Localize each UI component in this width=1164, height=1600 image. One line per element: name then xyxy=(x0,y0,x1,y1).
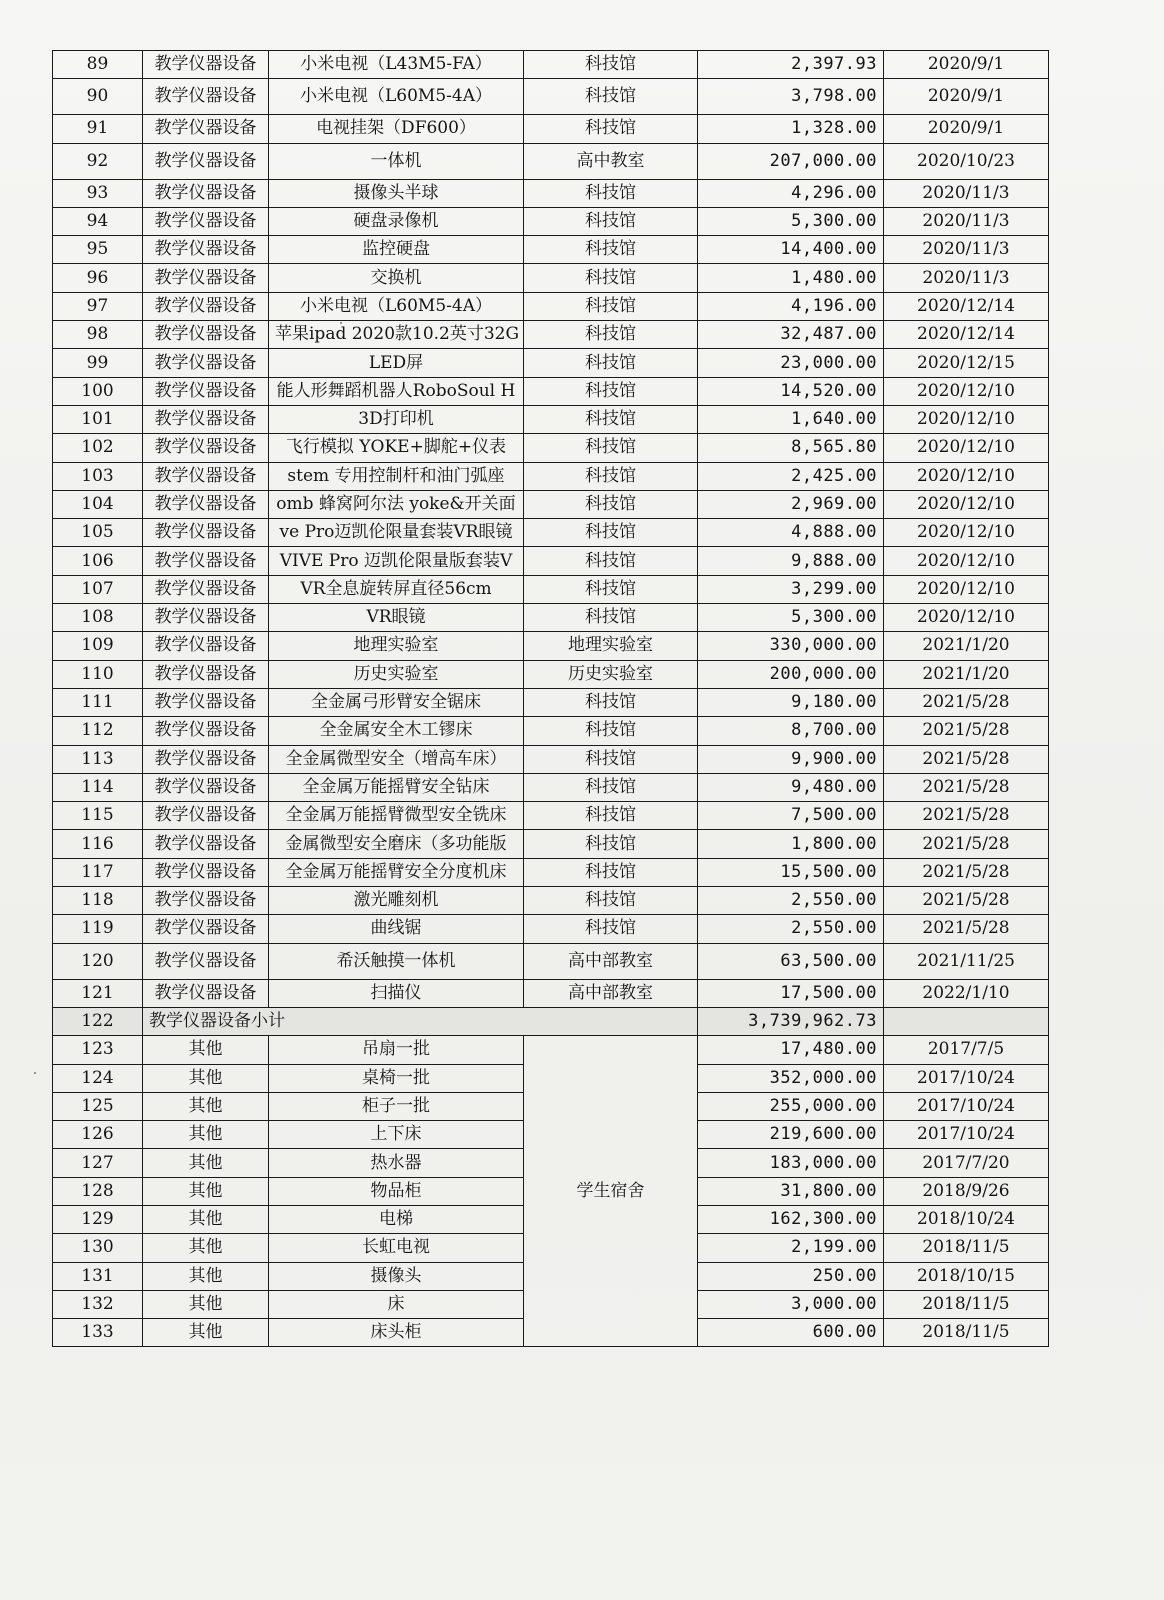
item-name-cell: LED屏 xyxy=(269,349,524,377)
item-name-cell: VIVE Pro 迈凯伦限量版套装V xyxy=(269,547,524,575)
date-cell: 2020/12/14 xyxy=(884,292,1049,320)
date-cell: 2020/12/10 xyxy=(884,462,1049,490)
date-cell: 2022/1/10 xyxy=(884,979,1049,1007)
table-row xyxy=(53,660,1049,688)
location-cell: 科技馆 xyxy=(524,519,698,547)
date-cell: 2017/7/5 xyxy=(884,1036,1049,1064)
row-number: 133 xyxy=(53,1319,143,1347)
date-cell: 2020/12/15 xyxy=(884,349,1049,377)
category-cell: 教学仪器设备 xyxy=(143,490,269,518)
category-cell: 教学仪器设备 xyxy=(143,264,269,292)
ledger-body xyxy=(53,51,1049,1347)
location-cell: 科技馆 xyxy=(524,887,698,915)
amount-cell: 31,800.00 xyxy=(698,1177,884,1205)
date-cell: 2021/1/20 xyxy=(884,632,1049,660)
date-cell: 2020/11/3 xyxy=(884,179,1049,207)
row-number: 117 xyxy=(53,858,143,886)
date-cell: 2017/7/20 xyxy=(884,1149,1049,1177)
amount-cell: 9,888.00 xyxy=(698,547,884,575)
amount-cell: 14,400.00 xyxy=(698,236,884,264)
location-cell: 历史实验室 xyxy=(524,660,698,688)
category-cell: 教学仪器设备 xyxy=(143,688,269,716)
location-cell: 科技馆 xyxy=(524,264,698,292)
amount-cell: 3,299.00 xyxy=(698,575,884,603)
category-cell: 教学仪器设备 xyxy=(143,547,269,575)
item-name-cell: VR眼镜 xyxy=(269,604,524,632)
date-cell: 2021/11/25 xyxy=(884,943,1049,979)
table-row xyxy=(53,321,1049,349)
location-cell: 科技馆 xyxy=(524,490,698,518)
item-name-cell: stem 专用控制杆和油门弧座 xyxy=(269,462,524,490)
category-cell: 教学仪器设备 xyxy=(143,604,269,632)
amount-cell: 330,000.00 xyxy=(698,632,884,660)
amount-cell: 2,199.00 xyxy=(698,1234,884,1262)
row-number: 97 xyxy=(53,292,143,320)
amount-cell: 5,300.00 xyxy=(698,604,884,632)
amount-cell: 23,000.00 xyxy=(698,349,884,377)
item-name-cell: 小米电视（L60M5-4A） xyxy=(269,292,524,320)
amount-cell: 5,300.00 xyxy=(698,207,884,235)
amount-cell: 4,888.00 xyxy=(698,519,884,547)
row-number: 99 xyxy=(53,349,143,377)
row-number: 103 xyxy=(53,462,143,490)
category-cell: 教学仪器设备 xyxy=(143,143,269,179)
table-row xyxy=(53,604,1049,632)
category-cell: 教学仪器设备 xyxy=(143,321,269,349)
location-cell: 科技馆 xyxy=(524,773,698,801)
date-cell: 2018/11/5 xyxy=(884,1234,1049,1262)
table-row xyxy=(53,632,1049,660)
item-name-cell: 历史实验室 xyxy=(269,660,524,688)
row-number: 105 xyxy=(53,519,143,547)
date-cell: 2020/12/10 xyxy=(884,490,1049,518)
category-cell: 教学仪器设备 xyxy=(143,660,269,688)
subtotal-label: 教学仪器设备小计 xyxy=(143,1007,698,1035)
item-name-cell: 全金属弓形臂安全锯床 xyxy=(269,688,524,716)
category-cell: 教学仪器设备 xyxy=(143,292,269,320)
category-cell: 教学仪器设备 xyxy=(143,887,269,915)
amount-cell: 14,520.00 xyxy=(698,377,884,405)
category-cell: 教学仪器设备 xyxy=(143,434,269,462)
row-number: 120 xyxy=(53,943,143,979)
item-name-cell: 曲线锯 xyxy=(269,915,524,943)
row-number: 98 xyxy=(53,321,143,349)
item-name-cell: 全金属万能摇臂安全分度机床 xyxy=(269,858,524,886)
item-name-cell: 电视挂架（DF600） xyxy=(269,115,524,143)
date-cell: 2020/11/3 xyxy=(884,207,1049,235)
date-cell: 2020/12/10 xyxy=(884,377,1049,405)
item-name-cell: 热水器 xyxy=(269,1149,524,1177)
date-cell: 2020/12/10 xyxy=(884,604,1049,632)
category-cell: 教学仪器设备 xyxy=(143,462,269,490)
row-number: 127 xyxy=(53,1149,143,1177)
item-name-cell: ve Pro迈凯伦限量套装VR眼镜 xyxy=(269,519,524,547)
table-row xyxy=(53,462,1049,490)
location-cell: 科技馆 xyxy=(524,802,698,830)
date-cell: 2020/9/1 xyxy=(884,79,1049,115)
merged-location-cell: 学生宿舍 xyxy=(524,1036,698,1347)
date-cell: 2021/5/28 xyxy=(884,688,1049,716)
location-cell: 地理实验室 xyxy=(524,632,698,660)
item-name-cell: 小米电视（L60M5-4A） xyxy=(269,79,524,115)
item-name-cell: 吊扇一批 xyxy=(269,1036,524,1064)
row-number: 106 xyxy=(53,547,143,575)
table-row xyxy=(53,802,1049,830)
row-number: 91 xyxy=(53,115,143,143)
table-row xyxy=(53,717,1049,745)
table-row xyxy=(53,547,1049,575)
category-cell: 教学仪器设备 xyxy=(143,717,269,745)
amount-cell: 4,296.00 xyxy=(698,179,884,207)
date-cell: 2018/10/15 xyxy=(884,1262,1049,1290)
table-row xyxy=(53,264,1049,292)
item-name-cell: 物品柜 xyxy=(269,1177,524,1205)
amount-cell: 8,565.80 xyxy=(698,434,884,462)
category-cell: 其他 xyxy=(143,1177,269,1205)
row-number: 107 xyxy=(53,575,143,603)
item-name-cell: 苹果ipad 2020款10.2英寸32G xyxy=(269,321,524,349)
date-cell: 2018/9/26 xyxy=(884,1177,1049,1205)
item-name-cell: omb 蜂窝阿尔法 yoke&开关面 xyxy=(269,490,524,518)
amount-cell: 219,600.00 xyxy=(698,1121,884,1149)
row-number: 123 xyxy=(53,1036,143,1064)
amount-cell: 32,487.00 xyxy=(698,321,884,349)
category-cell: 其他 xyxy=(143,1092,269,1120)
row-number: 95 xyxy=(53,236,143,264)
amount-cell: 207,000.00 xyxy=(698,143,884,179)
amount-cell: 255,000.00 xyxy=(698,1092,884,1120)
date-cell: 2021/5/28 xyxy=(884,773,1049,801)
item-name-cell: 摄像头 xyxy=(269,1262,524,1290)
location-cell: 科技馆 xyxy=(524,830,698,858)
location-cell: 科技馆 xyxy=(524,547,698,575)
table-row xyxy=(53,434,1049,462)
row-number: 113 xyxy=(53,745,143,773)
amount-cell: 162,300.00 xyxy=(698,1205,884,1233)
table-row xyxy=(53,51,1049,79)
item-name-cell: 地理实验室 xyxy=(269,632,524,660)
location-cell: 科技馆 xyxy=(524,179,698,207)
item-name-cell: 全金属万能摇臂微型安全铣床 xyxy=(269,802,524,830)
category-cell: 教学仪器设备 xyxy=(143,405,269,433)
item-name-cell: 长虹电视 xyxy=(269,1234,524,1262)
table-row xyxy=(53,887,1049,915)
table-row xyxy=(53,519,1049,547)
row-number: 101 xyxy=(53,405,143,433)
item-name-cell: 全金属微型安全（增高车床） xyxy=(269,745,524,773)
table-row xyxy=(53,143,1049,179)
date-cell: 2021/5/28 xyxy=(884,717,1049,745)
amount-cell: 2,550.00 xyxy=(698,915,884,943)
item-name-cell: 全金属万能摇臂安全钻床 xyxy=(269,773,524,801)
amount-cell: 1,640.00 xyxy=(698,405,884,433)
item-name-cell: 桌椅一批 xyxy=(269,1064,524,1092)
amount-cell: 3,000.00 xyxy=(698,1290,884,1318)
row-number: 111 xyxy=(53,688,143,716)
category-cell: 教学仪器设备 xyxy=(143,802,269,830)
location-cell: 科技馆 xyxy=(524,717,698,745)
row-number: 93 xyxy=(53,179,143,207)
row-number: 94 xyxy=(53,207,143,235)
category-cell: 其他 xyxy=(143,1149,269,1177)
item-name-cell: VR全息旋转屏直径56cm xyxy=(269,575,524,603)
amount-cell: 63,500.00 xyxy=(698,943,884,979)
date-cell: 2021/5/28 xyxy=(884,802,1049,830)
row-number: 119 xyxy=(53,915,143,943)
row-number: 109 xyxy=(53,632,143,660)
table-row xyxy=(53,830,1049,858)
row-number: 92 xyxy=(53,143,143,179)
amount-cell: 200,000.00 xyxy=(698,660,884,688)
date-cell: 2018/11/5 xyxy=(884,1290,1049,1318)
amount-cell: 1,800.00 xyxy=(698,830,884,858)
date-cell: 2020/12/10 xyxy=(884,434,1049,462)
location-cell: 科技馆 xyxy=(524,604,698,632)
item-name-cell: 交换机 xyxy=(269,264,524,292)
row-number: 112 xyxy=(53,717,143,745)
category-cell: 教学仪器设备 xyxy=(143,377,269,405)
category-cell: 其他 xyxy=(143,1234,269,1262)
date-cell: 2017/10/24 xyxy=(884,1092,1049,1120)
amount-cell: 2,425.00 xyxy=(698,462,884,490)
category-cell: 其他 xyxy=(143,1036,269,1064)
date-cell: 2020/12/10 xyxy=(884,575,1049,603)
table-row xyxy=(53,236,1049,264)
location-cell: 科技馆 xyxy=(524,434,698,462)
item-name-cell: 金属微型安全磨床（多功能版 xyxy=(269,830,524,858)
category-cell: 教学仪器设备 xyxy=(143,51,269,79)
amount-cell: 9,900.00 xyxy=(698,745,884,773)
row-number: 130 xyxy=(53,1234,143,1262)
location-cell: 科技馆 xyxy=(524,115,698,143)
row-number: 90 xyxy=(53,79,143,115)
amount-cell: 183,000.00 xyxy=(698,1149,884,1177)
date-cell: 2020/12/14 xyxy=(884,321,1049,349)
location-cell: 高中教室 xyxy=(524,143,698,179)
location-cell: 科技馆 xyxy=(524,236,698,264)
location-cell: 科技馆 xyxy=(524,207,698,235)
amount-cell: 2,969.00 xyxy=(698,490,884,518)
item-name-cell: 床 xyxy=(269,1290,524,1318)
category-cell: 教学仪器设备 xyxy=(143,207,269,235)
date-cell: 2021/5/28 xyxy=(884,915,1049,943)
row-number: 122 xyxy=(53,1007,143,1035)
location-cell: 高中部教室 xyxy=(524,943,698,979)
date-cell: 2021/5/28 xyxy=(884,858,1049,886)
table-row xyxy=(53,858,1049,886)
date-cell: 2020/11/3 xyxy=(884,236,1049,264)
category-cell: 教学仪器设备 xyxy=(143,575,269,603)
item-name-cell: 全金属安全木工镠床 xyxy=(269,717,524,745)
category-cell: 其他 xyxy=(143,1121,269,1149)
location-cell: 高中部教室 xyxy=(524,979,698,1007)
amount-cell: 2,550.00 xyxy=(698,887,884,915)
date-cell: 2020/12/10 xyxy=(884,519,1049,547)
item-name-cell: 扫描仪 xyxy=(269,979,524,1007)
table-row xyxy=(53,773,1049,801)
date-cell: 2020/9/1 xyxy=(884,51,1049,79)
date-cell: 2020/10/23 xyxy=(884,143,1049,179)
row-number: 102 xyxy=(53,434,143,462)
asset-ledger-table xyxy=(52,50,1049,1347)
date-cell: 2020/9/1 xyxy=(884,115,1049,143)
scan-speck xyxy=(34,1072,36,1074)
amount-cell: 9,480.00 xyxy=(698,773,884,801)
row-number: 128 xyxy=(53,1177,143,1205)
row-number: 118 xyxy=(53,887,143,915)
amount-cell: 3,798.00 xyxy=(698,79,884,115)
amount-cell: 250.00 xyxy=(698,1262,884,1290)
date-cell: 2021/5/28 xyxy=(884,830,1049,858)
item-name-cell: 电梯 xyxy=(269,1205,524,1233)
amount-cell: 15,500.00 xyxy=(698,858,884,886)
subtotal-row xyxy=(53,1007,1049,1035)
table-row xyxy=(53,1036,1049,1064)
amount-cell: 4,196.00 xyxy=(698,292,884,320)
row-number: 124 xyxy=(53,1064,143,1092)
date-cell: 2021/5/28 xyxy=(884,887,1049,915)
date-cell: 2020/12/10 xyxy=(884,405,1049,433)
row-number: 126 xyxy=(53,1121,143,1149)
table-row xyxy=(53,688,1049,716)
row-number: 114 xyxy=(53,773,143,801)
item-name-cell: 摄像头半球 xyxy=(269,179,524,207)
date-cell: 2020/12/10 xyxy=(884,547,1049,575)
location-cell: 科技馆 xyxy=(524,915,698,943)
amount-cell: 7,500.00 xyxy=(698,802,884,830)
table-row xyxy=(53,207,1049,235)
location-cell: 科技馆 xyxy=(524,745,698,773)
category-cell: 教学仪器设备 xyxy=(143,979,269,1007)
item-name-cell: 上下床 xyxy=(269,1121,524,1149)
row-number: 129 xyxy=(53,1205,143,1233)
empty-cell xyxy=(884,1007,1049,1035)
row-number: 96 xyxy=(53,264,143,292)
location-cell: 科技馆 xyxy=(524,688,698,716)
table-row xyxy=(53,79,1049,115)
location-cell: 科技馆 xyxy=(524,51,698,79)
row-number: 132 xyxy=(53,1290,143,1318)
table-row xyxy=(53,179,1049,207)
table-row xyxy=(53,405,1049,433)
item-name-cell: 能人形舞蹈机器人RoboSoul H xyxy=(269,377,524,405)
date-cell: 2018/10/24 xyxy=(884,1205,1049,1233)
location-cell: 科技馆 xyxy=(524,292,698,320)
row-number: 131 xyxy=(53,1262,143,1290)
item-name-cell: 小米电视（L43M5-FA） xyxy=(269,51,524,79)
location-cell: 科技馆 xyxy=(524,462,698,490)
category-cell: 教学仪器设备 xyxy=(143,236,269,264)
table-row xyxy=(53,115,1049,143)
category-cell: 教学仪器设备 xyxy=(143,915,269,943)
category-cell: 教学仪器设备 xyxy=(143,519,269,547)
row-number: 104 xyxy=(53,490,143,518)
location-cell: 科技馆 xyxy=(524,377,698,405)
item-name-cell: 飞行模拟 YOKE+脚舵+仪表 xyxy=(269,434,524,462)
category-cell: 教学仪器设备 xyxy=(143,349,269,377)
location-cell: 科技馆 xyxy=(524,405,698,433)
table-row xyxy=(53,490,1049,518)
location-cell: 科技馆 xyxy=(524,321,698,349)
row-number: 116 xyxy=(53,830,143,858)
item-name-cell: 激光雕刻机 xyxy=(269,887,524,915)
item-name-cell: 监控硬盘 xyxy=(269,236,524,264)
category-cell: 教学仪器设备 xyxy=(143,943,269,979)
category-cell: 其他 xyxy=(143,1319,269,1347)
row-number: 108 xyxy=(53,604,143,632)
row-number: 125 xyxy=(53,1092,143,1120)
category-cell: 教学仪器设备 xyxy=(143,79,269,115)
location-cell: 科技馆 xyxy=(524,79,698,115)
category-cell: 教学仪器设备 xyxy=(143,773,269,801)
table-row xyxy=(53,745,1049,773)
category-cell: 教学仪器设备 xyxy=(143,830,269,858)
location-cell: 科技馆 xyxy=(524,575,698,603)
date-cell: 2017/10/24 xyxy=(884,1064,1049,1092)
date-cell: 2018/11/5 xyxy=(884,1319,1049,1347)
date-cell: 2017/10/24 xyxy=(884,1121,1049,1149)
row-number: 100 xyxy=(53,377,143,405)
amount-cell: 17,480.00 xyxy=(698,1036,884,1064)
scan-speck xyxy=(340,322,342,324)
amount-cell: 352,000.00 xyxy=(698,1064,884,1092)
table-row xyxy=(53,292,1049,320)
table-row xyxy=(53,575,1049,603)
category-cell: 教学仪器设备 xyxy=(143,179,269,207)
category-cell: 教学仪器设备 xyxy=(143,858,269,886)
amount-cell: 2,397.93 xyxy=(698,51,884,79)
date-cell: 2021/5/28 xyxy=(884,745,1049,773)
item-name-cell: 柜子一批 xyxy=(269,1092,524,1120)
table-row xyxy=(53,979,1049,1007)
table-row xyxy=(53,377,1049,405)
item-name-cell: 希沃触摸一体机 xyxy=(269,943,524,979)
category-cell: 其他 xyxy=(143,1064,269,1092)
amount-cell: 1,480.00 xyxy=(698,264,884,292)
location-cell: 科技馆 xyxy=(524,349,698,377)
category-cell: 教学仪器设备 xyxy=(143,115,269,143)
row-number: 110 xyxy=(53,660,143,688)
date-cell: 2020/11/3 xyxy=(884,264,1049,292)
subtotal-amount: 3,739,962.73 xyxy=(698,1007,884,1035)
table-row xyxy=(53,915,1049,943)
row-number: 121 xyxy=(53,979,143,1007)
category-cell: 其他 xyxy=(143,1262,269,1290)
amount-cell: 8,700.00 xyxy=(698,717,884,745)
amount-cell: 17,500.00 xyxy=(698,979,884,1007)
amount-cell: 600.00 xyxy=(698,1319,884,1347)
item-name-cell: 硬盘录像机 xyxy=(269,207,524,235)
amount-cell: 1,328.00 xyxy=(698,115,884,143)
category-cell: 其他 xyxy=(143,1290,269,1318)
date-cell: 2021/1/20 xyxy=(884,660,1049,688)
table-row xyxy=(53,943,1049,979)
category-cell: 教学仪器设备 xyxy=(143,632,269,660)
category-cell: 其他 xyxy=(143,1205,269,1233)
table-row xyxy=(53,349,1049,377)
location-cell: 科技馆 xyxy=(524,858,698,886)
category-cell: 教学仪器设备 xyxy=(143,745,269,773)
row-number: 115 xyxy=(53,802,143,830)
item-name-cell: 3D打印机 xyxy=(269,405,524,433)
row-number: 89 xyxy=(53,51,143,79)
item-name-cell: 床头柜 xyxy=(269,1319,524,1347)
item-name-cell: 一体机 xyxy=(269,143,524,179)
amount-cell: 9,180.00 xyxy=(698,688,884,716)
